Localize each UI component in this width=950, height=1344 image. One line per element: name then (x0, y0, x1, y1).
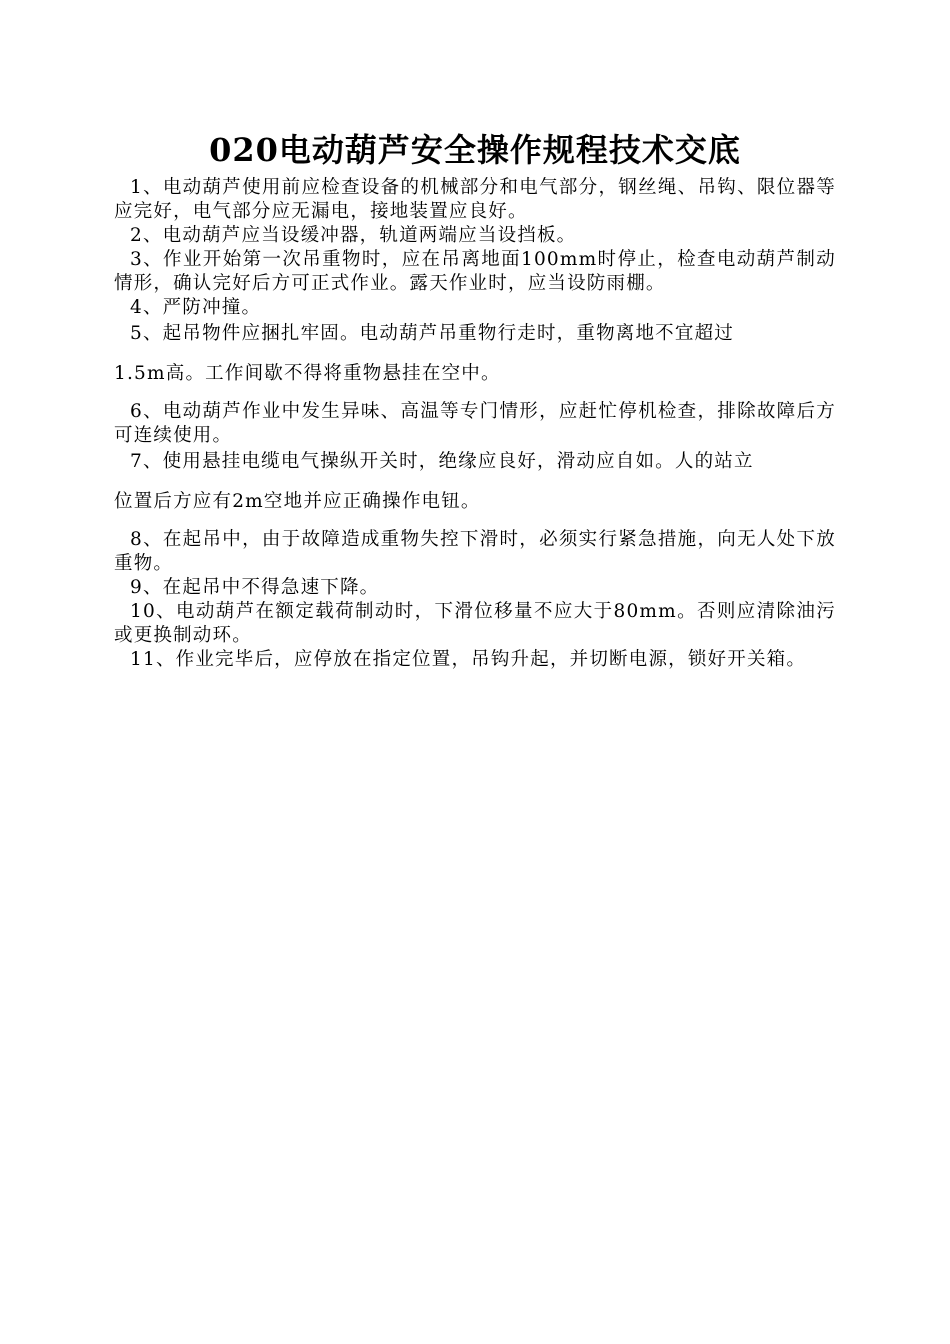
document-title: 020电动葫芦安全操作规程技术交底 (209, 131, 741, 169)
item-6: 6、电动葫芦作业中发生异味、高温等专门情形，应赶忙停机检查，排除故障后方可连续使用。 (114, 401, 836, 446)
item-1: 1、电动葫芦使用前应检查设备的机械部分和电气部分，钢丝绳、吊钩、限位器等应完好，电气部分应无漏电，接地装置应良好。 (114, 177, 836, 222)
item-9: 9、在起吊中不得急速下降。 (130, 577, 380, 598)
item-8: 8、在起吊中，由于故障造成重物失控下滑时，必须实行紧急措施，向无人处下放重物。 (114, 529, 836, 574)
item-7-line-1: 7、使用悬挂电缆电气操纵开关时，绝缘应良好，滑动应自如。人的站立 (130, 451, 754, 472)
item-5-line-1: 5、起吊物件应捆扎牢固。电动葫芦吊重物行走时，重物离地不宜超过 (130, 323, 734, 344)
item-11: 11、作业完毕后，应停放在指定位置，吊钩升起，并切断电源，锁好开关箱。 (130, 649, 807, 670)
item-3: 3、作业开始第一次吊重物时，应在吊离地面100mm时停止，检查电动葫芦制动情形，确认完好后方可正式作业。露天作业时，应当设防雨棚。 (114, 249, 836, 294)
document-body (114, 176, 836, 672)
item-5-line-2: 1.5m高。工作间歇不得将重物悬挂在空中。 (114, 363, 501, 384)
item-4: 4、严防冲撞。 (130, 297, 262, 318)
item-10: 10、电动葫芦在额定载荷制动时，下滑位移量不应大于80mm。否则应清除油污或更换制动环。 (114, 601, 836, 646)
item-2: 2、电动葫芦应当设缓冲器，轨道两端应当设挡板。 (130, 225, 577, 246)
item-7-line-2: 位置后方应有2m空地并应正确操作电钮。 (114, 491, 481, 512)
